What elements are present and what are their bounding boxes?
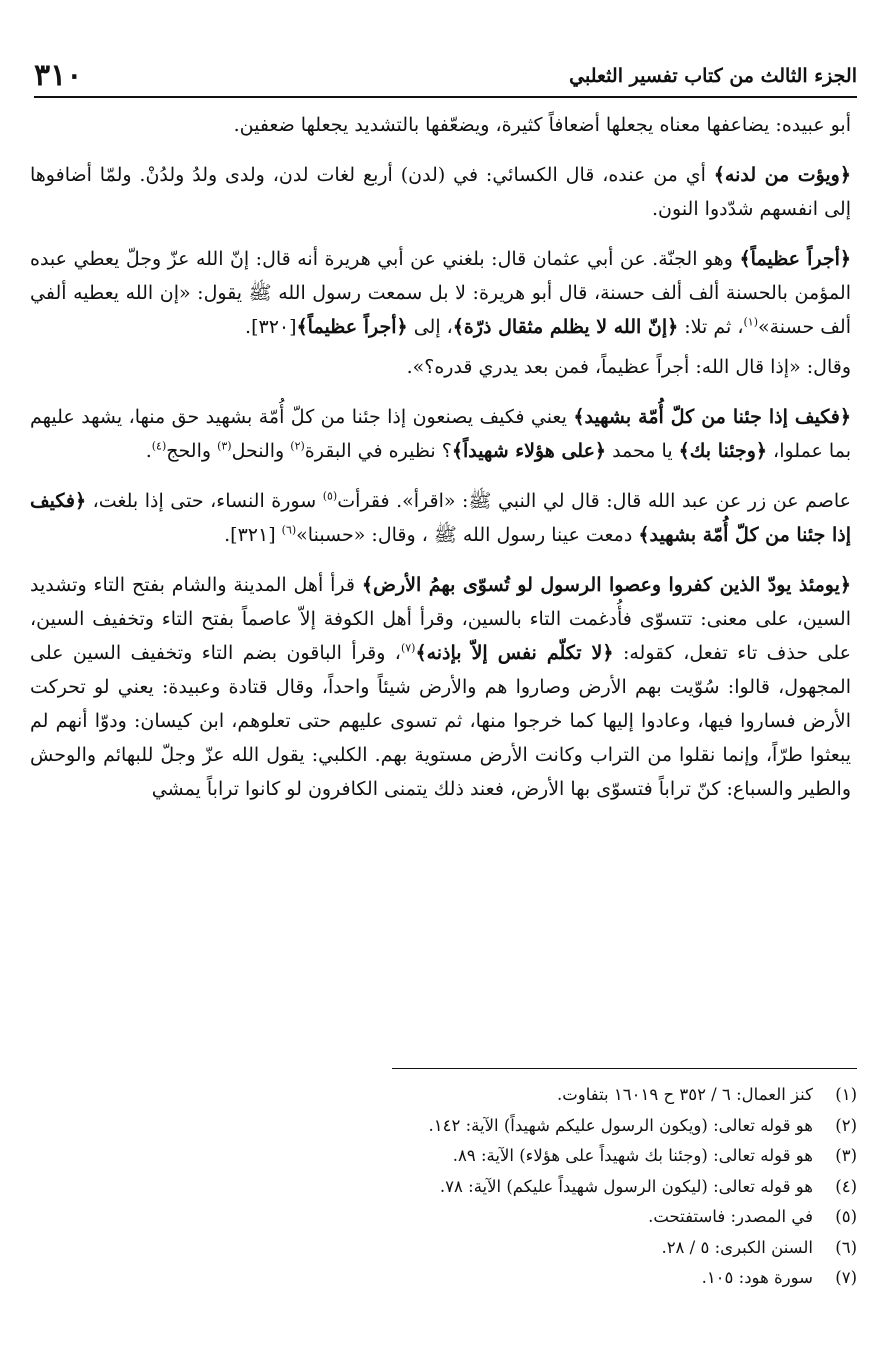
paragraph-text: يا محمد xyxy=(606,440,679,462)
footnote-number: (٣) xyxy=(835,1146,857,1165)
footnote-number: (١) xyxy=(835,1085,857,1104)
footnote-ref: (٣) xyxy=(217,439,232,453)
paragraph-text: [٣٢٠]. xyxy=(245,316,297,338)
footnote-number: (٥) xyxy=(835,1207,857,1226)
paragraph xyxy=(30,242,851,344)
paragraph-text: ، إلى xyxy=(407,316,453,338)
paragraph xyxy=(30,484,851,552)
footnote-text: سورة هود: ١٠٥. xyxy=(701,1268,813,1287)
book-title: الجزء الثالث من كتاب تفسير الثعلبي xyxy=(569,65,857,87)
paragraph-text: أي من عنده، قال الكسائي: في (لدن) أربع لغات لدن، ولدى ولدُ ولدُنْ. ولمّا أضافوها إلى انفسهم شدّدوا النون. xyxy=(30,164,851,220)
footnote-ref: (٦) xyxy=(281,523,297,537)
quran-quote: ﴿إنّ الله لا يظلم مثقال ذرّة﴾ xyxy=(452,316,679,338)
paragraph xyxy=(30,158,851,226)
quran-quote: ﴿وجئنا بك﴾ xyxy=(678,440,768,462)
footnote-item xyxy=(40,1233,857,1264)
paragraph-text: ، وقرأ الباقون بضم التاء وتخفيف السين على المجهول، قالوا: سُوّيت بهم الأرض وصاروا هم والأرض شيئاً واحداً، وقال قتادة وعبيدة: يعني لو تحركت الأرض فساروا فيها، وعادوا إليها كما خرجوا منها، ثم تسوى عليهم حتى تعلوهم، ابن كيسان: ودوّا أنهم لم يبعثوا طرّاً، وإنما نقلوا من التراب وكانت الأرض مستوية بهم. الكلبي: يقول الله عزّ وجلّ للبهائم والوحش والطير والسباع: كنّ تراباً فتسوّى بها الأرض، فعند ذلك يتمنى الكافرون لو كانوا تراباً يمشي xyxy=(30,642,851,800)
footnote-item xyxy=(40,1141,857,1172)
paragraph xyxy=(30,350,851,384)
footnote-text: هو قوله تعالى: (ويكون الرسول عليكم شهيداً) الآية: ١٤٢. xyxy=(428,1115,813,1135)
main-text xyxy=(30,108,851,822)
footnote-item xyxy=(40,1202,857,1233)
quran-quote: ﴿أجراً عظيماً﴾ xyxy=(739,248,851,270)
paragraph-text: ؟ نظيره في البقرة xyxy=(304,440,452,462)
footnote-text: السنن الكبرى: ٥ / ٢٨. xyxy=(661,1237,813,1257)
footnote-ref: (٧) xyxy=(400,641,416,655)
page-number: ٣١٠ xyxy=(34,58,83,93)
footnote-ref: (٢) xyxy=(290,439,305,453)
paragraph-text: قرأ أهل المدينة والشام بفتح التاء وتشديد السين، على معنى: تتسوّى فأُدغمت التاء بالسين، وقرأ أهل الكوفة إلاّ عاصماً بفتح التاء وتخفيف السين، على حذف تاء تفعل، كقوله: xyxy=(30,574,851,664)
footnote-text: هو قوله تعالى: (ليكون الرسول شهيداً عليكم) الآية: ٧٨. xyxy=(439,1176,813,1196)
footnote-item xyxy=(40,1172,857,1203)
footnotes xyxy=(40,1080,857,1294)
paragraph xyxy=(30,568,851,806)
paragraph xyxy=(30,400,851,468)
paragraph-text: والنحل xyxy=(231,440,291,462)
footnote-number: (٤) xyxy=(835,1176,857,1196)
footnote-ref: (١) xyxy=(743,315,758,329)
paragraph-text: يعني فكيف يصنعون إذا جئنا من كلّ أُمّة بشهيد حق منها، يشهد عليهم بما عملوا، xyxy=(30,406,851,462)
quran-quote: ﴿لا تكلّم نفس إلاّ بإذنه﴾ xyxy=(415,642,614,664)
paragraph-text: [٣٢١]. xyxy=(224,524,282,546)
footnote-ref: (٤) xyxy=(151,439,167,453)
footnote-number: (٢) xyxy=(835,1115,857,1135)
footnote-text: هو قوله تعالى: (وجئنا بك شهيداً على هؤلاء) الآية: ٨٩. xyxy=(452,1146,813,1165)
quran-quote: ﴿ويؤت من لدنه﴾ xyxy=(713,164,851,186)
paragraph xyxy=(30,108,851,142)
paragraph-text: أبو عبيده: يضاعفها معناه يجعلها أضعافاً كثيرة، ويضعّفها بالتشديد يجعلها ضعفين. xyxy=(233,114,851,136)
paragraph-text: ، ثم تلا: xyxy=(678,316,744,338)
footnote-ref: (٥) xyxy=(322,489,338,503)
paragraph-text: وقال: «إذا قال الله: أجراً عظيماً، فمن بعد يدري قدره؟». xyxy=(406,356,851,378)
footnote-item xyxy=(40,1111,857,1142)
page-header xyxy=(34,56,857,98)
paragraph-text: . xyxy=(145,440,152,462)
quran-quote: ﴿يومئذ يودّ الذين كفروا وعصوا الرسول لو تُسوّى بهمُ الأرض﴾ xyxy=(361,574,851,596)
footnote-text: كنز العمال: ٦ / ٣٥٢ ح ١٦٠١٩ بتفاوت. xyxy=(556,1085,813,1104)
paragraph-text: دمعت عينا رسول الله ﷺ ، وقال: «حسبنا» xyxy=(296,524,639,546)
footnote-item xyxy=(40,1080,857,1111)
footnote-text: في المصدر: فاستفتحت. xyxy=(648,1207,813,1226)
paragraph-text: وهو الجنّة. عن أبي عثمان قال: بلغني عن أبي هريرة أنه قال: إنّ الله عزّ وجلّ يعطي عبده المؤمن بالحسنة ألف ألف حسنة، قال أبو هريرة: لا بل سمعت رسول الله ﷺ يقول: «إن الله يعطيه ألفي ألف حسنة» xyxy=(30,248,851,338)
quran-quote: ﴿فكيف إذا جئنا من كلّ أُمّة بشهيد﴾ xyxy=(573,406,851,428)
quran-quote: ﴿أجراً عظيماً﴾ xyxy=(296,316,408,338)
footnote-number: (٧) xyxy=(835,1268,857,1287)
footnote-divider xyxy=(392,1068,857,1069)
paragraph-text: سورة النساء، حتى إذا بلغت، xyxy=(86,490,323,512)
footnote-item xyxy=(40,1263,857,1294)
paragraph-text: عاصم عن زر عن عبد الله قال: قال لي النبي ﷺ: «اقرأ». فقرأت xyxy=(337,490,852,512)
quran-quote: ﴿على هؤلاء شهيداً﴾ xyxy=(451,440,607,462)
paragraph-text: والحج xyxy=(166,440,218,462)
quran-quote: ﴿فكيف إذا جئنا من كلّ أُمّة بشهيد﴾ xyxy=(30,490,851,546)
footnote-number: (٦) xyxy=(835,1237,857,1257)
